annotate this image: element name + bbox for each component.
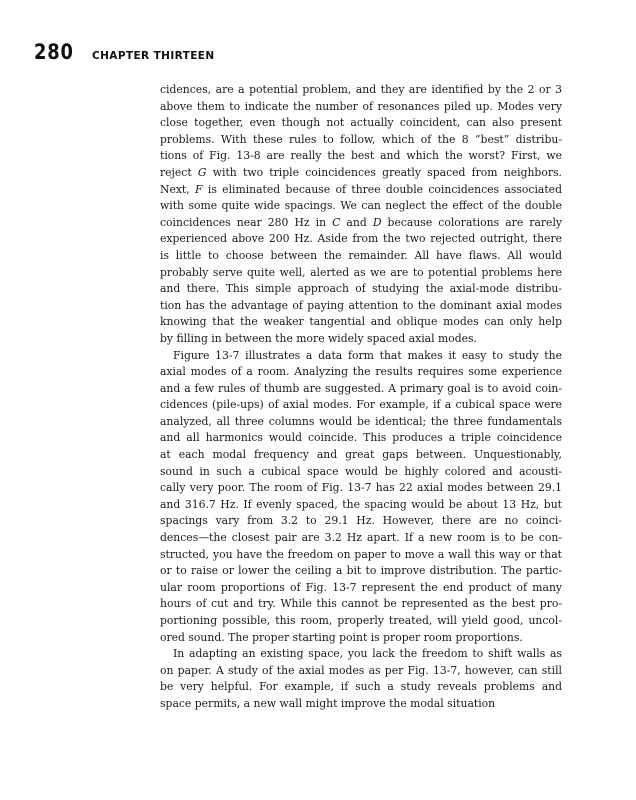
text-line: In adapting an existing space, you lack the freedom to shift walls as <box>173 647 562 661</box>
paragraph <box>160 646 562 712</box>
body-text <box>160 82 562 713</box>
text-line: and there. This simple approach of studying the axial-mode distribu- <box>160 282 562 296</box>
text-line: analyzed, all three columns would be identical; the three fundamentals <box>160 414 562 428</box>
text-line: probably serve quite well, alerted as we are to potential problems here <box>160 265 562 279</box>
text-line: cidences, are a potential problem, and they are identified by the 2 or 3 <box>160 83 562 96</box>
text-line: on paper. A study of the axial modes as per Fig. 13-7, however, can still <box>160 663 562 677</box>
text-line: ored sound. The proper starting point is proper room proportions. <box>160 630 523 644</box>
text-line: problems. With these rules to follow, which of the 8 “best” distribu- <box>160 132 562 146</box>
text-line: structed, you have the freedom on paper to move a wall this way or that <box>160 547 562 561</box>
paragraph <box>160 348 562 647</box>
text-line: portioning possible, this room, properly treated, will yield good, uncol- <box>160 614 562 627</box>
text-line: Figure 13-7 illustrates a data form that makes it easy to study the <box>173 348 562 362</box>
text-line: knowing that the weaker tangential and oblique modes can only help <box>160 315 562 329</box>
text-line: tions of Fig. 13-8 are really the best and which the worst? First, we <box>160 149 562 163</box>
text-line: tion has the advantage of paying attention to the dominant axial modes <box>160 298 562 312</box>
text-line: spacings vary from 3.2 to 29.1 Hz. However, there are no coinci- <box>160 514 562 528</box>
text-line: with some quite wide spacings. We can neglect the effect of the double <box>160 199 562 213</box>
text-line: cidences (pile-ups) of axial modes. For example, if a cubical space were <box>160 398 562 412</box>
text-line: by filling in between the more widely spaced axial modes. <box>160 331 477 345</box>
text-line: at each modal frequency and great gaps between. Unquestionably, <box>160 448 562 462</box>
text-line: sound in such a cubical space would be highly colored and acousti- <box>160 464 562 478</box>
text-line: and a few rules of thumb are suggested. A primary goal is to avoid coin- <box>160 381 562 395</box>
text-line: coincidences near 280 Hz in C and D because colorations are rarely <box>160 215 563 229</box>
text-line: and all harmonics would coincide. This produces a triple coincidence <box>160 431 562 445</box>
text-line: dences—the closest pair are 3.2 Hz apart. If a new room is to be con- <box>160 531 562 545</box>
text-line: experienced above 200 Hz. Aside from the two rejected outright, there <box>160 232 562 246</box>
text-line: and 316.7 Hz. If evenly spaced, the spacing would be about 13 Hz, but <box>160 497 562 511</box>
page-number: 280 <box>34 40 74 64</box>
text-line: reject G with two triple coincidences greatly spaced from neighbors. <box>160 165 562 179</box>
text-line: or to raise or lower the ceiling a bit to improve distribution. The partic- <box>160 564 562 578</box>
running-header <box>34 40 215 62</box>
text-line: axial modes of a room. Analyzing the results requires some experience <box>160 365 562 379</box>
text-line: above them to indicate the number of resonances piled up. Modes very <box>160 99 562 113</box>
text-line: is little to choose between the remainder. All have flaws. All would <box>160 248 562 262</box>
text-line: close together, even though not actually coincident, can also present <box>160 116 562 130</box>
text-line: space permits, a new wall might improve the modal situation <box>160 696 496 710</box>
text-line: hours of cut and try. While this cannot be represented as the best pro- <box>160 597 562 611</box>
chapter-title: CHAPTER THIRTEEN <box>92 50 215 62</box>
text-line: ular room proportions of Fig. 13-7 represent the end product of many <box>160 580 562 594</box>
paragraph <box>160 82 562 348</box>
text-line: be very helpful. For example, if such a study reveals problems and <box>160 680 562 694</box>
text-line: cally very poor. The room of Fig. 13-7 has 22 axial modes between 29.1 <box>160 481 562 495</box>
text-line: Next, F is eliminated because of three double coincidences associated <box>160 182 562 196</box>
